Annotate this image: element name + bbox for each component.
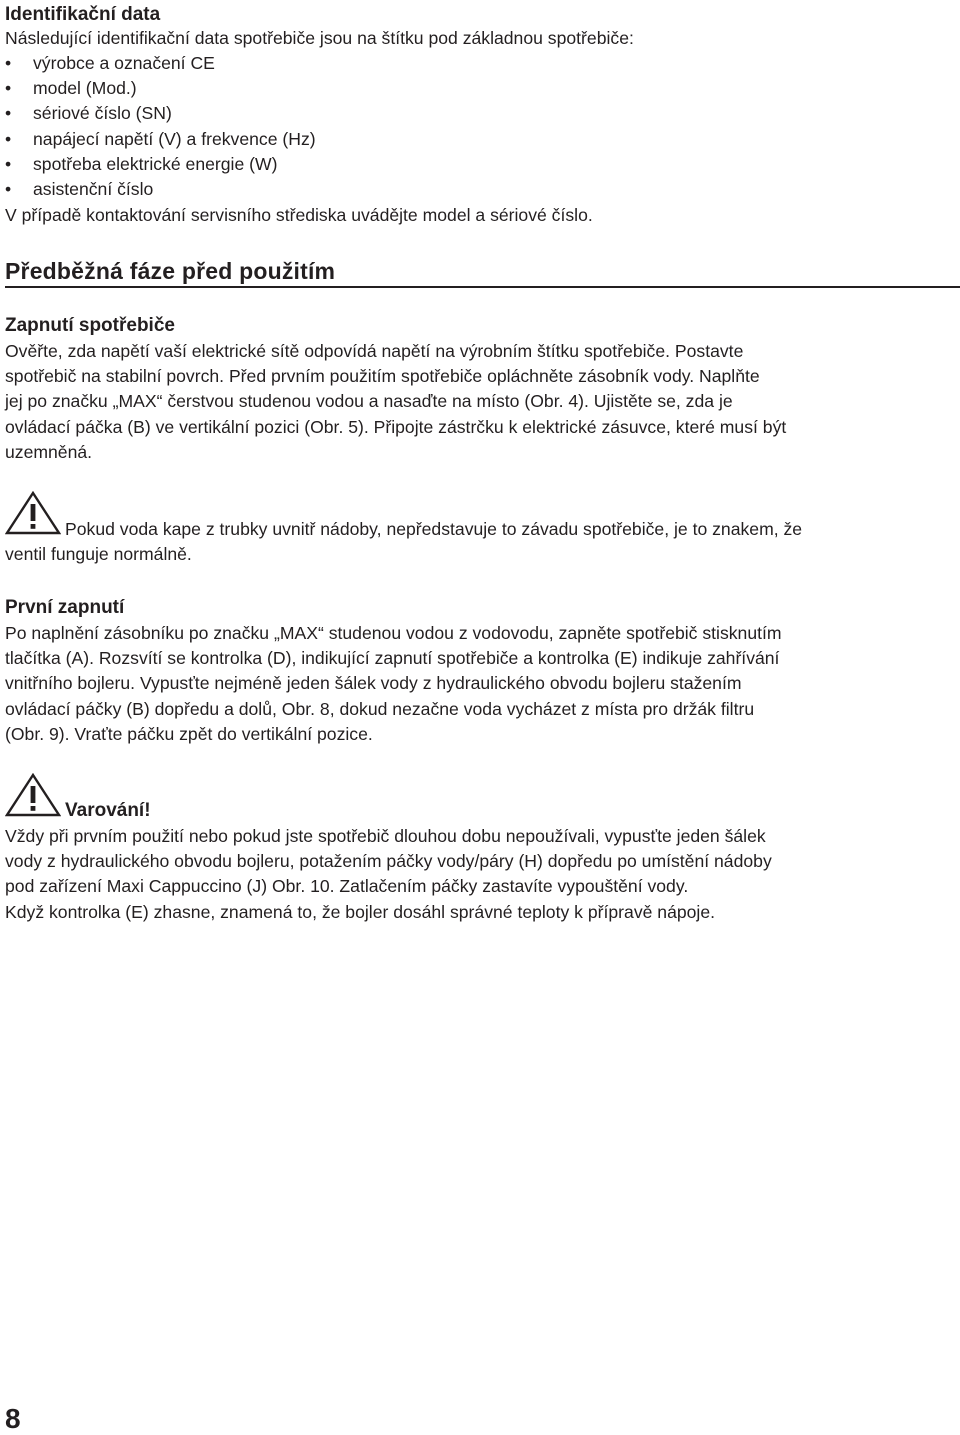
section-title-identification: Identifikační data: [5, 4, 161, 25]
list-item: • sériové číslo (SN): [5, 101, 955, 126]
bullet-icon: •: [5, 153, 12, 174]
warning-triangle-icon: [5, 773, 61, 817]
paragraph-line: tlačítka (A). Rozsvítí se kontrolka (D), indikující zapnutí spotřebiče a kontrolka (E) indikuje zahřívání: [5, 648, 780, 669]
paragraph-line: Ověřte, zda napětí vaší elektrické sítě odpovídá napětí na výrobním štítku spotřebiče. Postavte: [5, 341, 744, 361]
identification-note: V případě kontaktování servisního střediska uvádějte model a sériové číslo.: [5, 205, 593, 225]
subsection-title-switch-on: Zapnutí spotřebiče: [5, 315, 175, 336]
section-title-preliminary: Předběžná fáze před použitím: [5, 258, 336, 284]
paragraph-line: jej po značku „MAX“ čerstvou studenou vodou a nasaďte na místo (Obr. 4). Ujistěte se, zda je: [5, 391, 733, 412]
paragraph-line: ovládací páčka (B) ve vertikální pozici (Obr. 5). Připojte zástrčku k elektrické zásuvce, které musí být: [5, 416, 787, 437]
list-item: • model (Mod.): [5, 76, 955, 101]
paragraph-line: Když kontrolka (E) zhasne, znamená to, že bojler dosáhl správné teploty k přípravě nápoje.: [5, 901, 716, 922]
list-item: • napájecí napětí (V) a frekvence (Hz): [5, 127, 955, 152]
identification-intro: Následující identifikační data spotřebiče jsou na štítku pod základnou spotřebiče:: [5, 28, 634, 48]
list-item: • asistenční číslo: [5, 177, 955, 202]
list-item: • výrobce a označení CE: [5, 51, 955, 76]
warning-note-line-1: Pokud voda kape z trubky uvnitř nádoby, nepředstavuje to závadu spotřebiče, je to znakem, že: [65, 519, 803, 539]
manual-page: [5, 0, 955, 1435]
page-number: 8: [5, 1403, 21, 1434]
warning-triangle-icon: [5, 491, 61, 535]
warning-title: Varování!: [65, 800, 151, 821]
list-item: • spotřeba elektrické energie (W): [5, 152, 955, 177]
first-start-paragraph: [5, 621, 955, 747]
paragraph-line: vnitřního bojleru. Vypusťte nejméně jeden šálek vody z hydraulického obvodu bojleru stažením: [5, 673, 742, 694]
warning-paragraph: [5, 824, 955, 925]
paragraph-line: vody z hydraulického obvodu bojleru, potažením páčky vody/páry (H) dopředu po umístění nádoby: [5, 851, 772, 872]
subsection-title-first-start: První zapnutí: [5, 597, 125, 618]
paragraph-line: pod zařízení Maxi Cappuccino (J) Obr. 10. Zatlačením páčky zastavíte vypouštění vody.: [5, 876, 689, 897]
paragraph-line: (Obr. 9). Vraťte páčku zpět do vertikální pozice.: [5, 723, 373, 744]
paragraph-line: uzemněná.: [5, 441, 93, 462]
identification-list: [5, 51, 955, 202]
paragraph-line: Vždy při prvním použití nebo pokud jste spotřebič dlouhou dobu nepoužívali, vypusťte jeden šálek: [5, 826, 766, 846]
paragraph-line: ovládací páčky (B) dopředu a dolů, Obr. 8, dokud nezačne voda vycházet z místa pro držák filtru: [5, 698, 755, 719]
bullet-icon: •: [5, 128, 12, 149]
bullet-icon: •: [5, 178, 12, 199]
section-divider: [5, 286, 960, 288]
bullet-icon: •: [5, 78, 12, 99]
paragraph-line: spotřebič na stabilní povrch. Před prvním použitím spotřebiče opláchněte zásobník vody. Naplňte: [5, 366, 760, 387]
warning-note-line-2: ventil funguje normálně.: [5, 544, 192, 564]
switch-on-paragraph: [5, 339, 955, 465]
bullet-icon: •: [5, 103, 12, 124]
paragraph-line: Po naplnění zásobníku po značku „MAX“ studenou vodou z vodovodu, zapněte spotřebič stisknutím: [5, 623, 782, 643]
bullet-icon: •: [5, 53, 12, 73]
